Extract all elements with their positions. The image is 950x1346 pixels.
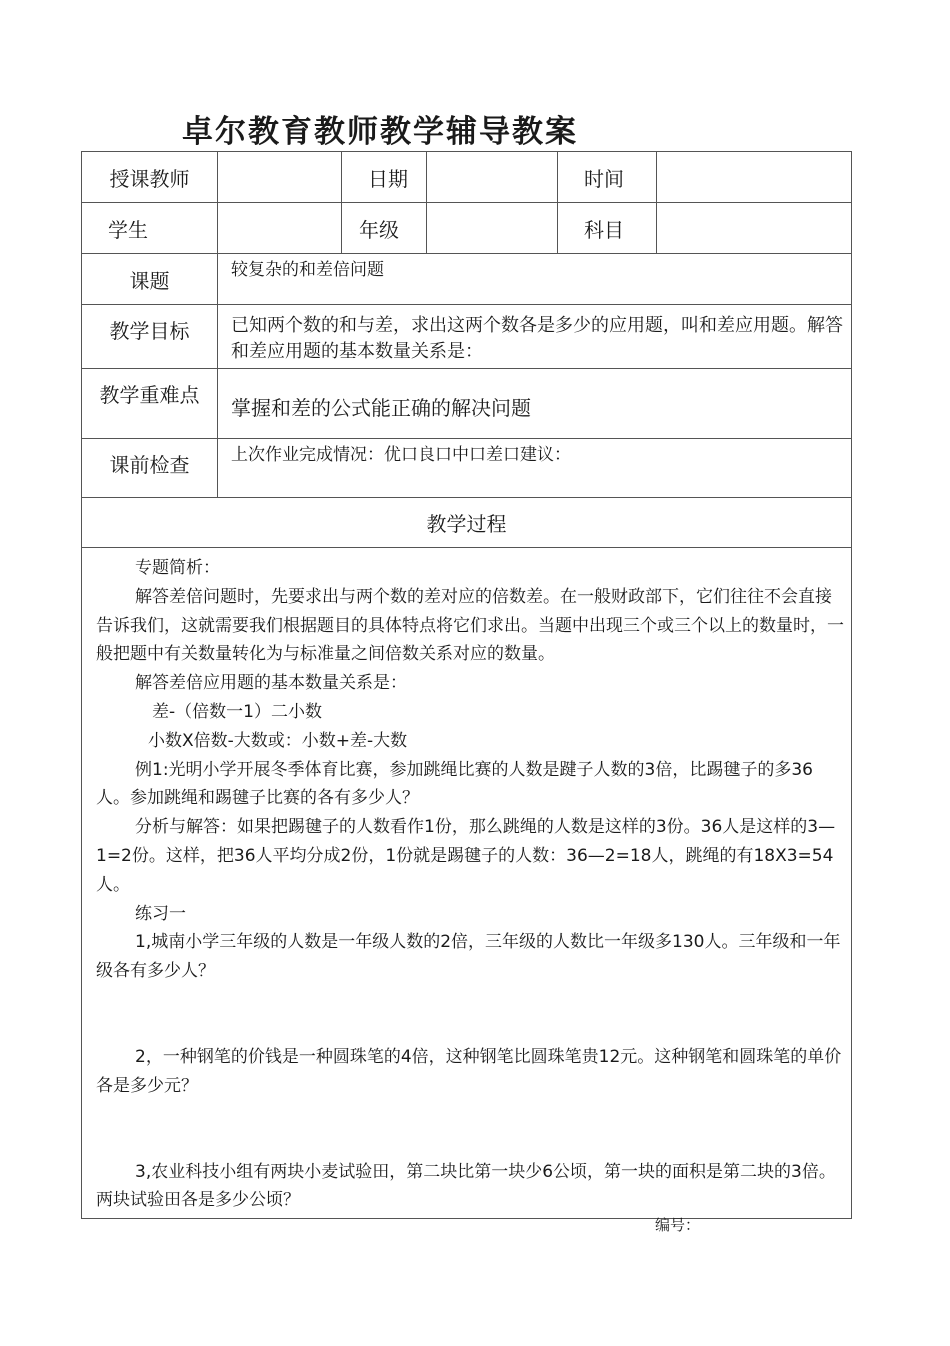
goal-value: 已知两个数的和与差，求出这两个数各是多少的应用题，叫和差应用题。解答和差应用题的基本数量关系是： bbox=[218, 305, 852, 369]
process-body-row bbox=[82, 548, 852, 1219]
topic-label: 课题 bbox=[82, 254, 218, 305]
teacher-label: 授课教师 bbox=[82, 152, 218, 203]
time-value bbox=[657, 152, 852, 203]
example-1: 例1:光明小学开展冬季体育比赛，参加跳绳比赛的人数是踺子人数的3倍，比踢毽子的多36人。参加跳绳和踢毽子比赛的各有多少人？ bbox=[96, 759, 813, 809]
student-value bbox=[218, 203, 342, 254]
exercise-heading: 练习一 bbox=[135, 903, 186, 924]
goal-label: 教学目标 bbox=[82, 305, 218, 369]
precheck-label: 课前检查 bbox=[82, 439, 218, 498]
topic-row bbox=[82, 254, 852, 305]
exercise-2: 2，一种钢笔的价钱是一种圆珠笔的4倍，这种钢笔比圆珠笔贵12元。这种钢笔和圆珠笔的单价各是多少元？ bbox=[96, 1046, 842, 1096]
lesson-plan-table bbox=[81, 151, 852, 1219]
date-label: 日期 bbox=[342, 152, 427, 203]
topic-value: 较复杂的和差倍问题 bbox=[218, 254, 852, 305]
process-body bbox=[82, 548, 852, 1219]
process-heading: 教学过程 bbox=[82, 498, 852, 548]
formula-2: 小数X倍数-大数或：小数+差-大数 bbox=[148, 730, 408, 751]
exercise-1: 1,城南小学三年级的人数是一年级人数的2倍，三年级的人数比一年级多130人。三年级和一年级各有多少人？ bbox=[96, 932, 841, 982]
precheck-value: 上次作业完成情况：优口良口中口差口建议： bbox=[218, 439, 852, 498]
document-number-label: 编号： bbox=[655, 1216, 701, 1234]
exercise-3: 3,农业科技小组有两块小麦试验田，第二块比第一块少6公顷，第一块的面积是第二块的3倍。两块试验田各是多少公顷？ bbox=[96, 1161, 836, 1211]
subject-value bbox=[657, 203, 852, 254]
header-row-2 bbox=[82, 203, 852, 254]
goal-row bbox=[82, 305, 852, 369]
time-label: 时间 bbox=[558, 152, 657, 203]
example-1-solution: 分析与解答：如果把踢毽子的人数看作1份，那么跳绳的人数是这样的3份。36人是这样的3—1=2份。这样，把36人平均分成2份，1份就是踢毽子的人数：36—2=18人，跳绳的有18X3=54人。 bbox=[96, 817, 836, 895]
teacher-value bbox=[218, 152, 342, 203]
difficulty-row bbox=[82, 369, 852, 439]
difficulty-label: 教学重难点 bbox=[82, 369, 218, 439]
document-title: 卓尔教育教师教学辅导教案 bbox=[182, 114, 578, 150]
process-heading-row bbox=[82, 498, 852, 548]
subject-label: 科目 bbox=[558, 203, 657, 254]
analysis-paragraph: 解答差倍问题时，先要求出与两个数的差对应的倍数差。在一般财政部下，它们往往不会直接告诉我们，这就需要我们根据题目的具体特点将它们求出。当题中出现三个或三个以上的数量时，一般把题中有关数量转化为与标准量之间倍数关系对应的数量。 bbox=[96, 586, 844, 665]
student-label: 学生 bbox=[82, 203, 218, 254]
grade-label: 年级 bbox=[342, 203, 427, 254]
analysis-heading: 专题简析： bbox=[135, 558, 220, 578]
grade-value bbox=[427, 203, 558, 254]
difficulty-value: 掌握和差的公式能正确的解决问题 bbox=[218, 369, 852, 439]
formula-1: 差-（倍数一1）二小数 bbox=[152, 701, 322, 722]
relation-heading: 解答差倍应用题的基本数量关系是： bbox=[135, 673, 407, 694]
precheck-row bbox=[82, 439, 852, 498]
header-row-1 bbox=[82, 152, 852, 203]
date-value bbox=[427, 152, 558, 203]
